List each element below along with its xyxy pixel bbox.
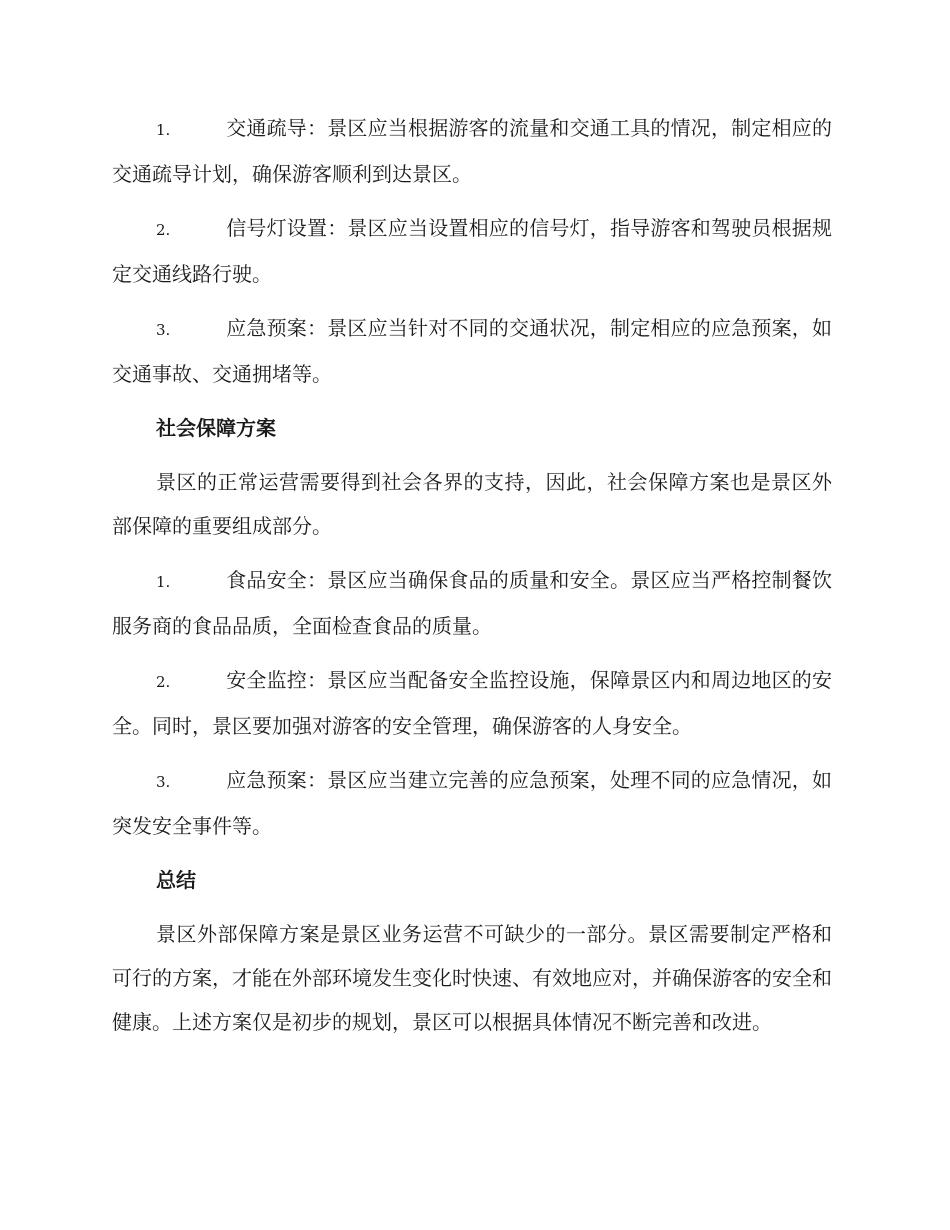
document-page (112, 106, 832, 1054)
summary-paragraph: 景区外部保障方案是景区业务运营不可缺少的一部分。景区需要制定严格和可行的方案，才能在外部环境发生变化时快速、有效地应对，并确保游客的安全和健康。上述方案仅是初步的规划，景区可以根据具体情况不断完善和改进。 (112, 922, 832, 1034)
list-number: 3. (156, 773, 171, 791)
list-number: 1. (156, 573, 171, 591)
list-text: 安全监控：景区应当配备安全监控设施，保障景区内和周边地区的安全。同时，景区要加强对游客的安全管理，确保游客的人身安全。 (112, 668, 832, 738)
list-number: 1. (156, 121, 171, 139)
list-item (112, 758, 832, 848)
list-number: 2. (156, 673, 171, 691)
list-text: 交通疏导：景区应当根据游客的流量和交通工具的情况，制定相应的交通疏导计划，确保游客顺利到达景区。 (112, 116, 832, 186)
list-text: 食品安全：景区应当确保食品的质量和安全。景区应当严格控制餐饮服务商的食品品质，全面检查食品的质量。 (112, 568, 832, 638)
section-heading-social: 社会保障方案 (156, 416, 276, 440)
list-item (112, 206, 832, 296)
list-text: 应急预案：景区应当建立完善的应急预案，处理不同的应急情况，如突发安全事件等。 (112, 768, 832, 838)
list-item (112, 658, 832, 748)
list-text: 应急预案：景区应当针对不同的交通状况，制定相应的应急预案，如交通事故、交通拥堵等。 (112, 316, 832, 386)
list-text: 信号灯设置：景区应当设置相应的信号灯，指导游客和驾驶员根据规定交通线路行驶。 (112, 216, 832, 286)
list-number: 2. (156, 221, 171, 239)
list-item (112, 558, 832, 648)
list-item (112, 306, 832, 396)
section-intro: 景区的正常运营需要得到社会各界的支持，因此，社会保障方案也是景区外部保障的重要组成部分。 (112, 470, 832, 538)
list-number: 3. (156, 321, 171, 339)
section-heading-summary: 总结 (156, 868, 196, 892)
list-item (112, 106, 832, 196)
